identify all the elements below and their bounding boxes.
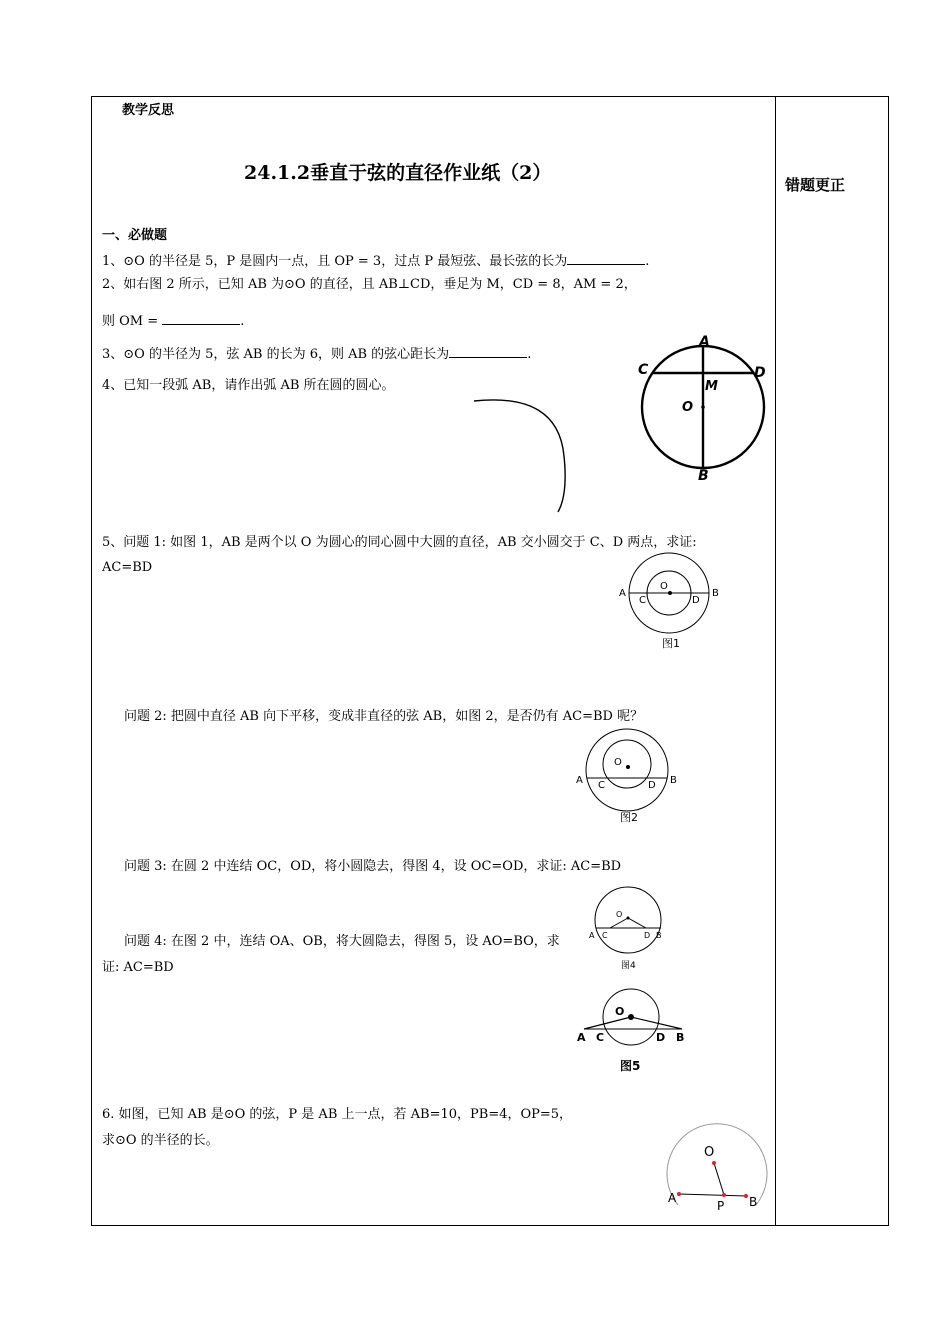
page-title: 24.1.2垂直于弦的直径作业纸（2）	[244, 162, 552, 184]
fig1-label-b: B	[712, 588, 719, 599]
figure-6	[660, 1106, 772, 1213]
label-o: O	[682, 400, 694, 415]
fig5-segment-oa	[584, 1017, 631, 1029]
fig6-label-o: O	[704, 1145, 715, 1160]
fig2-label-a: A	[576, 775, 583, 786]
question-1-end: .	[645, 254, 650, 269]
center-point	[701, 405, 705, 409]
figure-2	[572, 728, 692, 828]
section-label: 教学反思	[122, 103, 175, 118]
fig1-label-c: C	[639, 595, 646, 606]
fig4-label-a: A	[589, 931, 595, 940]
fig5-label-a: A	[577, 1031, 586, 1044]
fig5-label-c: C	[596, 1031, 605, 1044]
question-5-problem-4-line2: 证: AC=BD	[102, 960, 174, 975]
fig6-point-b	[744, 1194, 748, 1198]
fig6-label-a: A	[668, 1191, 677, 1205]
fig1-caption: 图1	[662, 637, 680, 650]
fig2-label-d: D	[648, 780, 656, 791]
figure-5	[570, 985, 695, 1080]
fig6-point-p	[722, 1193, 726, 1197]
fig2-outer-circle	[586, 729, 668, 811]
question-2-line2	[102, 312, 244, 330]
label-c: C	[638, 362, 649, 378]
corrections-column-label: 错题更正	[785, 176, 846, 194]
question-2-line1: 2、如右图 2 所示，已知 AB 为⊙O 的直径，且 AB⊥CD，垂足为 M，CD = 8，AM = 2，	[102, 277, 637, 292]
circle-figure-q2	[630, 330, 770, 485]
question-3-text: 3、⊙O 的半径为 5，弦 AB 的长为 6，则 AB 的弦心距长为	[102, 347, 450, 362]
figure-1	[614, 553, 724, 653]
label-b: B	[698, 468, 709, 484]
question-5-problem-3: 问题 3: 在圆 2 中连结 OC，OD，将小圆隐去，得图 4，设 OC=OD，求证: AC=BD	[124, 859, 622, 874]
question-2-end: .	[240, 314, 245, 329]
fig6-point-a	[677, 1192, 681, 1196]
question-5-problem-2: 问题 2: 把圆中直径 AB 向下平移，变成非直径的弦 AB，如图 2，是否仍有 AC=BD 呢？	[124, 709, 644, 724]
question-3	[102, 345, 531, 363]
question-4: 4、已知一段弧 AB，请作出弧 AB 所在圆的圆心。	[102, 378, 395, 393]
question-6-line2: 求⊙O 的半径的长。	[102, 1133, 219, 1148]
fig1-label-o: O	[660, 581, 668, 592]
fig6-label-p: P	[717, 1199, 725, 1213]
column-divider	[775, 96, 776, 1226]
fig1-label-d: D	[692, 595, 700, 606]
answer-blank-2	[162, 312, 240, 325]
fig5-segment-ob	[631, 1017, 682, 1029]
label-m: M	[705, 379, 718, 394]
fig4-center	[627, 917, 630, 920]
question-2-prompt: 则 OM =	[102, 314, 159, 329]
fig6-point-o	[712, 1161, 716, 1165]
fig2-inner-circle	[603, 740, 651, 788]
fig6-circle	[667, 1124, 767, 1205]
fig2-label-o: O	[614, 757, 622, 768]
fig5-caption: 图5	[620, 1059, 641, 1073]
fig6-segment-op	[714, 1163, 724, 1195]
fig1-center	[668, 591, 672, 595]
arc-ab	[474, 400, 565, 512]
fig1-label-a: A	[619, 588, 626, 599]
fig6-label-b: B	[749, 1195, 758, 1209]
fig4-segment-oc	[610, 918, 628, 928]
fig4-segment-od	[628, 918, 646, 928]
figure-4	[586, 886, 671, 971]
question-1	[102, 252, 649, 270]
fig5-label-o: O	[615, 1005, 625, 1018]
arc-ab-figure	[470, 396, 580, 516]
question-5-problem-4-line1: 问题 4: 在图 2 中，连结 OA、OB，将大圆隐去，得图 5，设 AO=BO，求	[124, 934, 560, 949]
fig4-label-d: D	[644, 931, 651, 940]
fig2-label-c: C	[598, 780, 605, 791]
fig5-label-d: D	[656, 1031, 666, 1044]
question-5-line2: AC=BD	[102, 560, 153, 575]
fig4-label-c: C	[602, 931, 608, 940]
fig4-circle	[595, 887, 661, 953]
question-1-text: 1、⊙O 的半径是 5，P 是圆内一点，且 OP = 3，过点 P 最短弦、最长弦的长为	[102, 254, 568, 269]
answer-blank-3	[449, 345, 527, 358]
question-6-line1: 6. 如图，已知 AB 是⊙O 的弦，P 是 AB 上一点，若 AB=10，PB=4，OP=5，	[102, 1107, 573, 1122]
fig4-label-o: O	[616, 910, 623, 919]
label-d: D	[754, 365, 766, 381]
fig2-center	[626, 765, 630, 769]
fig6-chord-ab	[679, 1194, 746, 1196]
fig2-caption: 图2	[620, 811, 638, 824]
question-3-end: .	[527, 347, 532, 362]
fig5-label-b: B	[676, 1031, 685, 1044]
fig5-center	[628, 1014, 634, 1020]
question-5-line1: 5、问题 1: 如图 1，AB 是两个以 O 为圆心的同心圆中大圆的直径，AB 交小圆交于 C、D 两点，求证:	[102, 535, 697, 550]
fig2-label-b: B	[670, 775, 677, 786]
answer-blank-1	[567, 252, 645, 265]
section-heading: 一、必做题	[102, 228, 168, 243]
label-a: A	[699, 334, 710, 350]
fig4-caption: 图4	[621, 961, 636, 971]
fig4-label-b: B	[656, 931, 662, 940]
